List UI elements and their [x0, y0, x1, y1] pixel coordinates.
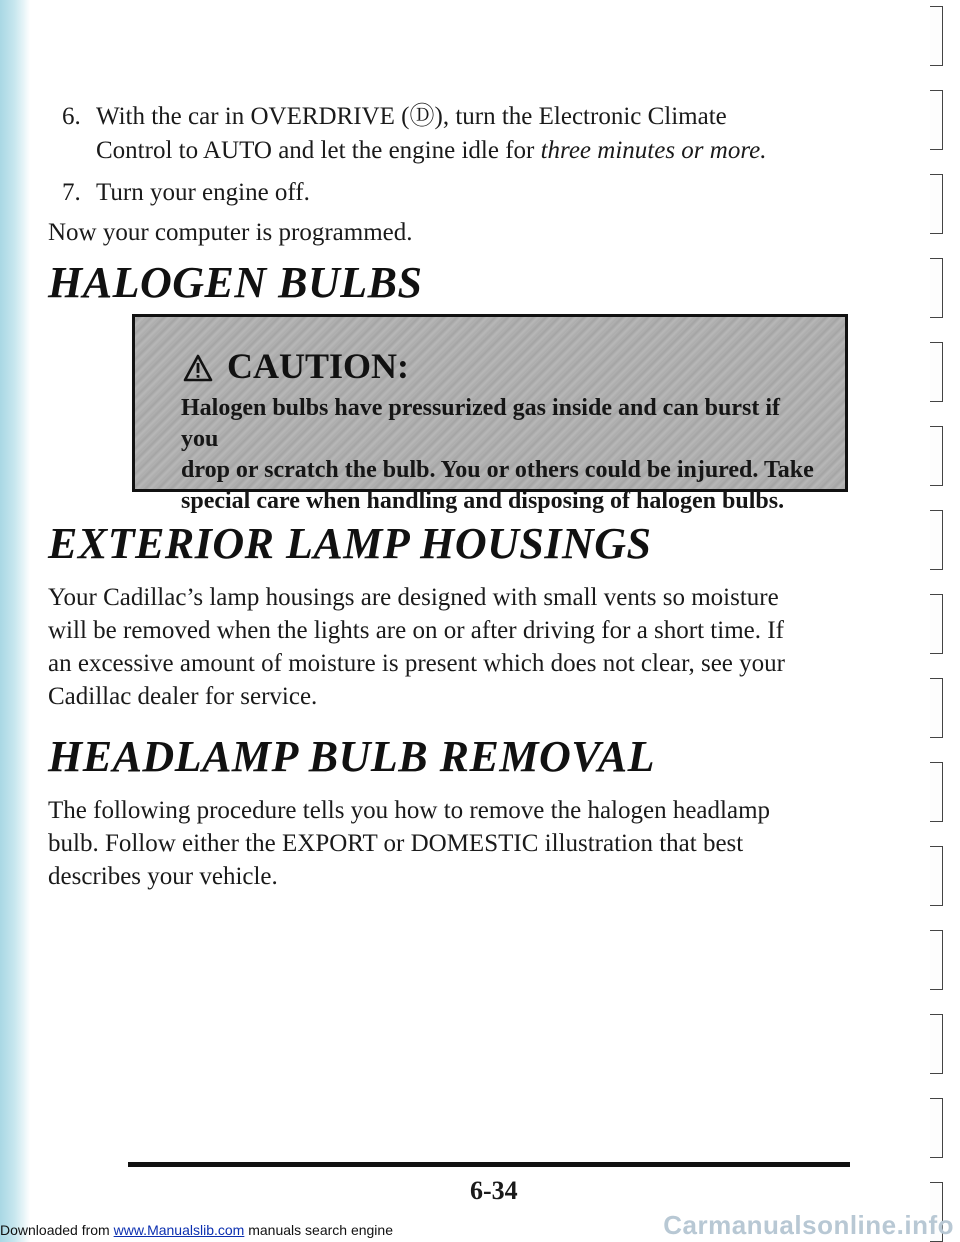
page-content-lower: [48, 518, 858, 893]
binding-tab-icon: [930, 174, 943, 234]
download-watermark: Downloaded from www.Manualslib.com manuals search engine: [0, 1222, 393, 1238]
manualslib-link[interactable]: www.Manualslib.com: [113, 1222, 245, 1238]
binding-tab-icon: [930, 90, 943, 150]
binding-tab-icon: [930, 762, 943, 822]
page-number: 6-34: [470, 1176, 518, 1205]
step-number: 7.: [62, 179, 81, 206]
heading-headlamp-bulb-removal: HEADLAMP BULB REMOVAL: [48, 732, 656, 781]
headlamp-paragraph: The following procedure tells you how to remove the halogen headlamp bulb. Follow either the EXPORT or DOMESTIC illustration that best describes your vehicle.: [48, 797, 771, 890]
binding-tabs: [922, 0, 960, 1242]
page-content: [48, 100, 858, 308]
footer-rule: [128, 1162, 850, 1167]
binding-tab-icon: [930, 258, 943, 318]
binding-tab-icon: [930, 678, 943, 738]
exterior-paragraph: Your Cadillac’s lamp housings are designed with small vents so moisture will be removed when the lights are on or after driving for a short time. If an excessive amount of moisture is present which does not clear, see your Cadillac dealer for service.: [48, 584, 785, 710]
step-6: [48, 100, 858, 168]
emphasis-text: three minutes or more.: [540, 137, 767, 164]
heading-exterior-lamp-housings: EXTERIOR LAMP HOUSINGS: [48, 519, 652, 568]
step-text-continued: Control to AUTO and let the engine idle for three minutes or more.: [96, 137, 767, 164]
binding-tab-icon: [930, 426, 943, 486]
binding-tab-icon: [930, 342, 943, 402]
binding-tab-icon: [930, 846, 943, 906]
warning-triangle-icon: [183, 349, 213, 391]
step-7: [48, 176, 858, 210]
binding-tab-icon: [930, 1014, 943, 1074]
site-watermark: Carmanualsonline.info: [663, 1210, 954, 1240]
binding-tab-icon: [930, 1098, 943, 1158]
caution-box: [132, 314, 848, 514]
binding-tab-icon: [930, 510, 943, 570]
binding-tab-icon: [930, 6, 943, 66]
caution-text: Halogen bulbs have pressurized gas inside and can burst if you drop or scratch the bulb. You or others could be injured. Take special care when handling and disposing of halogen bulbs.: [181, 395, 814, 514]
heading-halogen-bulbs: HALOGEN BULBS: [48, 258, 423, 307]
programmed-note: Now your computer is programmed.: [48, 219, 413, 246]
binding-tab-icon: [930, 594, 943, 654]
step-text: With the car in OVERDRIVE (Ⓓ), turn the Electronic Climate: [96, 103, 727, 130]
left-edge-strip: [0, 0, 30, 1242]
binding-tab-icon: [930, 930, 943, 990]
caution-title: CAUTION:: [183, 345, 409, 391]
step-text: Turn your engine off.: [96, 179, 310, 206]
step-number: 6.: [62, 103, 81, 130]
